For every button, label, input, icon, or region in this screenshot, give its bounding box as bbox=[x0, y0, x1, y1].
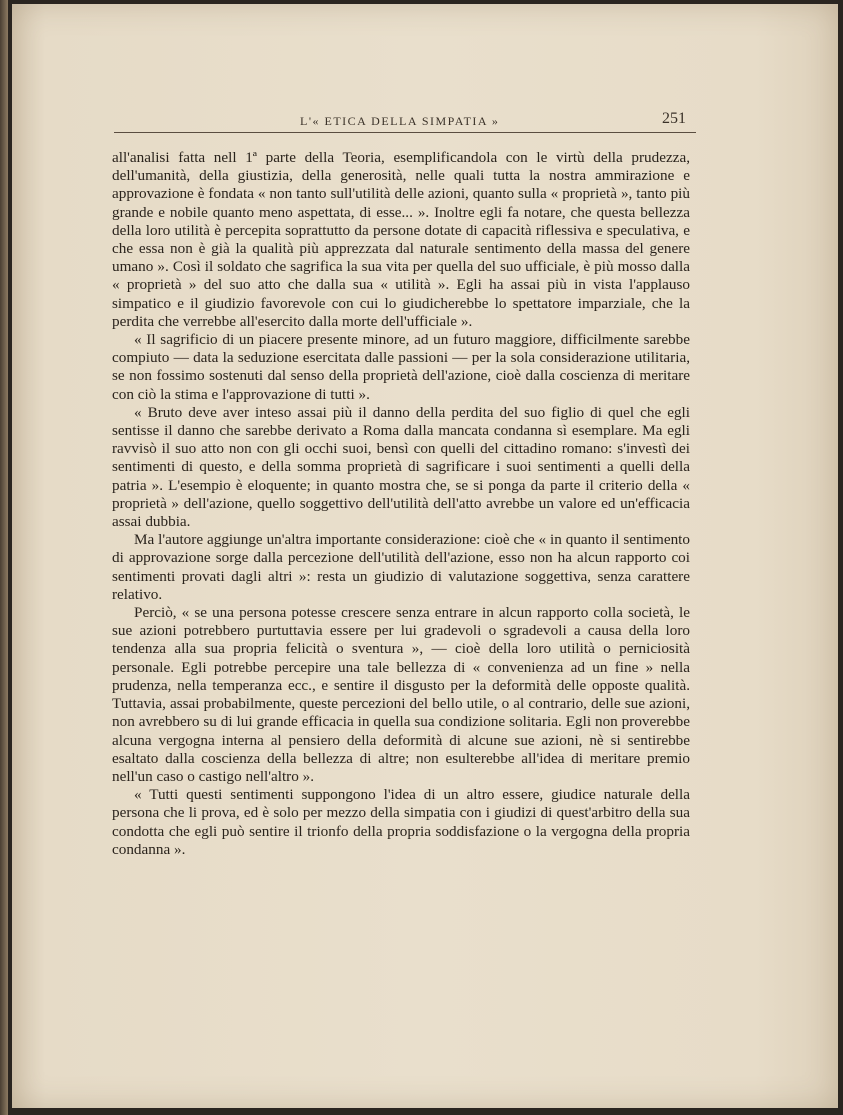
paragraph-4: Ma l'autore aggiunge un'altra importante considerazione: cioè che « in quanto il sentimento di approvazione sorge dalla percezione dell'utilità dell'azione, esso non ha alcun rapporto coi sentimenti provati dagli altri »: resta un giudizio di valutazione soggettiva, senza carattere relativo. bbox=[112, 531, 690, 603]
header-rule bbox=[114, 132, 696, 133]
page-binding-edge bbox=[0, 0, 8, 1115]
paragraph-6: « Tutti questi sentimenti suppongono l'idea di un altro essere, giudice naturale della persona che li prova, ed è solo per mezzo della simpatia con i giudizi di quest'arbitro della sua condotta che egli può sentire il trionfo della propria soddisfazione o la vergogna della propria condanna ». bbox=[112, 786, 690, 858]
running-head: L'« ETICA DELLA SIMPATIA » bbox=[300, 114, 500, 128]
paragraph-5: Perciò, « se una persona potesse crescere senza entrare in alcun rapporto colla società, le sue azioni potrebbero purtuttavia essere per lui gradevoli o sgradevoli a causa della loro tendenza alla sua propria felicità o sventura », — cioè della loro utilità o perniciosità personale. Egli potrebbe percepire una tale bellezza di « convenienza ad un fine » nella prudenza, nella temperanza ecc., e sentire il disgusto per la deformità delle opposte qualità. Tuttavia, assai probabilmente, queste percezioni del bello utile, o al contrario, delle sue azioni, non avrebbero su di lui grande efficacia in quella sua condizione solitaria. Egli non proverebbe alcuna vergogna interna al pensiero della deformità di alcune sue azioni, nè si sentirebbe esaltato dalla coscienza della bellezza di altre; non esulterebbe all'idea di meritare premio nell'un caso o castigo nell'altro ». bbox=[112, 604, 690, 785]
paragraph-1: all'analisi fatta nell 1ª parte della Teoria, esemplificandola con le virtù della prudezza, dell'umanità, della giustizia, della generosità, nelle quali tutta la nostra ammirazione e approvazione è fondata « non tanto sull'utilità delle azioni, quanto sulla « proprietà », tanto più grande e nobile quanto meno aspettata, di esse... ». Inoltre egli fa notare, che questa bellezza della loro utilità è percepita soprattutto da persone dotate di capacità riflessiva e speculativa, e che essa non è già la qualità più apprezzata dal naturale sentimento della massa del genere umano ». Così il soldato che sagrifica la sua vita per quella del suo ufficiale, è più mosso dalla « proprietà » del suo atto che dalla sua « utilità ». Egli ha assai più in vista l'applauso simpatico e il giudizio favorevole con cui lo giudicherebbe lo spettatore imparziale, che la perdita che verrebbe all'esercito dalla morte dell'ufficiale ». bbox=[112, 149, 690, 330]
paragraph-3: « Bruto deve aver inteso assai più il danno della perdita del suo figlio di quel che egli sentisse il danno che sarebbe derivato a Roma dalla mancata condanna sì esemplare. Ma egli ravvisò il suo atto non con gli occhi suoi, bensì con quelli del cittadino romano: s'investì dei sentimenti di questo, e della somma proprietà di sagrificare i suoi sentimenti a quelli della patria ». L'esempio è eloquente; in quanto mostra che, se si ponga da parte il criterio della « proprietà » dell'azione, quello soggettivo dell'utilità dell'atto avrebbe un valore ed un'efficacia assai dubbia. bbox=[112, 403, 690, 531]
page-number: 251 bbox=[662, 110, 686, 127]
body-text bbox=[112, 149, 690, 859]
paragraph-2: « Il sagrificio di un piacere presente minore, ad un futuro maggiore, difficilmente sarebbe compiuto — data la seduzione esercitata dalle passioni — per la sola considerazione utilitaria, se non fossimo sostenuti dal senso della proprietà dell'azione, cioè dalla coscienza di meritare con ciò la stima e l'approvazione di tutti ». bbox=[112, 331, 690, 403]
